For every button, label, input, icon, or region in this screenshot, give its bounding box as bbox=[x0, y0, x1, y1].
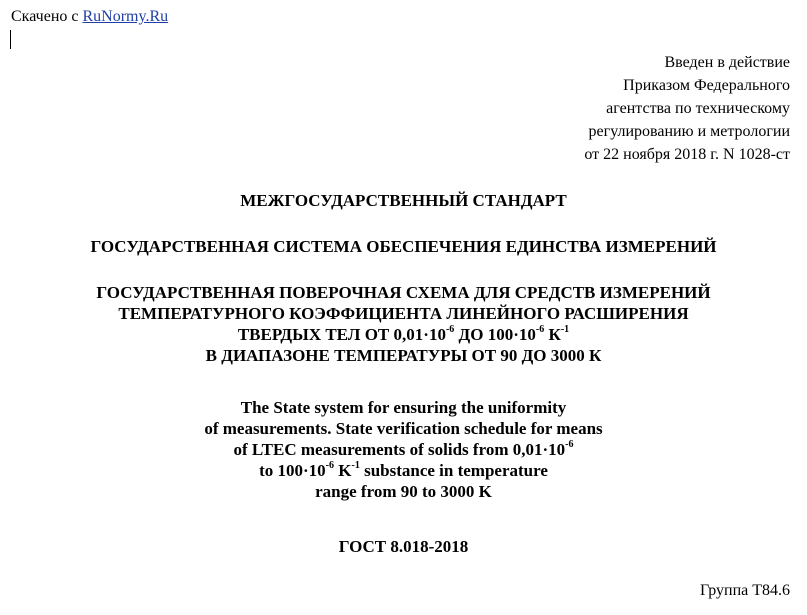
standard-type-heading bbox=[0, 190, 807, 211]
exponent: -1 bbox=[560, 324, 570, 336]
english-title-line bbox=[0, 439, 807, 460]
russian-title-line: В ДИАПАЗОНЕ ТЕМПЕРАТУРЫ ОТ 90 ДО 3000 К bbox=[205, 346, 602, 365]
standard-designation-text: ГОСТ 8.018-2018 bbox=[338, 537, 469, 556]
russian-title-line: ТЕМПЕРАТУРНОГО КОЭФФИЦИЕНТА ЛИНЕЙНОГО РАСШИРЕНИЯ bbox=[118, 304, 689, 323]
exponent: -1 bbox=[351, 460, 360, 472]
standard-type-text: МЕЖГОСУДАРСТВЕННЫЙ СТАНДАРТ bbox=[240, 191, 567, 210]
english-title-line: of measurements. State verification schedule for means bbox=[204, 419, 603, 438]
enactment-line: Введен в действие bbox=[664, 54, 790, 71]
english-title-line: The State system for ensuring the uniformity bbox=[240, 398, 567, 417]
classification-group: Группа Т84.6 bbox=[699, 582, 790, 599]
system-heading bbox=[0, 236, 807, 257]
english-title-part: to 100·10 bbox=[259, 461, 326, 480]
english-title-part: substance in temperature bbox=[359, 461, 548, 480]
standard-designation bbox=[0, 536, 807, 557]
text-cursor bbox=[10, 30, 11, 49]
english-title-part: of LTEC measurements of solids from 0,01·10 bbox=[233, 440, 566, 459]
system-heading-text: ГОСУДАРСТВЕННАЯ СИСТЕМА ОБЕСПЕЧЕНИЯ ЕДИНСТВА ИЗМЕРЕНИЙ bbox=[90, 237, 717, 256]
enactment-line: регулированию и метрологии bbox=[588, 123, 790, 140]
enactment-line: Приказом Федерального bbox=[623, 77, 790, 94]
russian-title-part: ТВЕРДЫХ ТЕЛ ОТ 0,01·10 bbox=[237, 325, 446, 344]
english-title-line bbox=[0, 460, 807, 481]
russian-title-part: К bbox=[544, 325, 561, 344]
enactment-line: агентства по техническому bbox=[606, 100, 790, 117]
exponent: -6 bbox=[325, 460, 334, 472]
russian-title-part: ДО 100·10 bbox=[454, 325, 536, 344]
enactment-block bbox=[584, 51, 790, 166]
source-link[interactable]: RuNormy.Ru bbox=[82, 8, 169, 25]
russian-title-line bbox=[0, 324, 807, 345]
english-title-line: range from 90 to 3000 K bbox=[315, 482, 492, 501]
source-prefix: Скачено с bbox=[11, 8, 83, 25]
exponent: -6 bbox=[565, 439, 574, 451]
exponent: -6 bbox=[445, 324, 455, 336]
russian-title bbox=[0, 282, 807, 366]
english-title-part: K bbox=[334, 461, 352, 480]
source-line bbox=[11, 7, 168, 27]
english-title bbox=[0, 397, 807, 502]
exponent: -6 bbox=[535, 324, 545, 336]
enactment-line: от 22 ноября 2018 г. N 1028-ст bbox=[584, 146, 790, 163]
russian-title-line: ГОСУДАРСТВЕННАЯ ПОВЕРОЧНАЯ СХЕМА ДЛЯ СРЕДСТВ ИЗМЕРЕНИЙ bbox=[96, 283, 711, 302]
